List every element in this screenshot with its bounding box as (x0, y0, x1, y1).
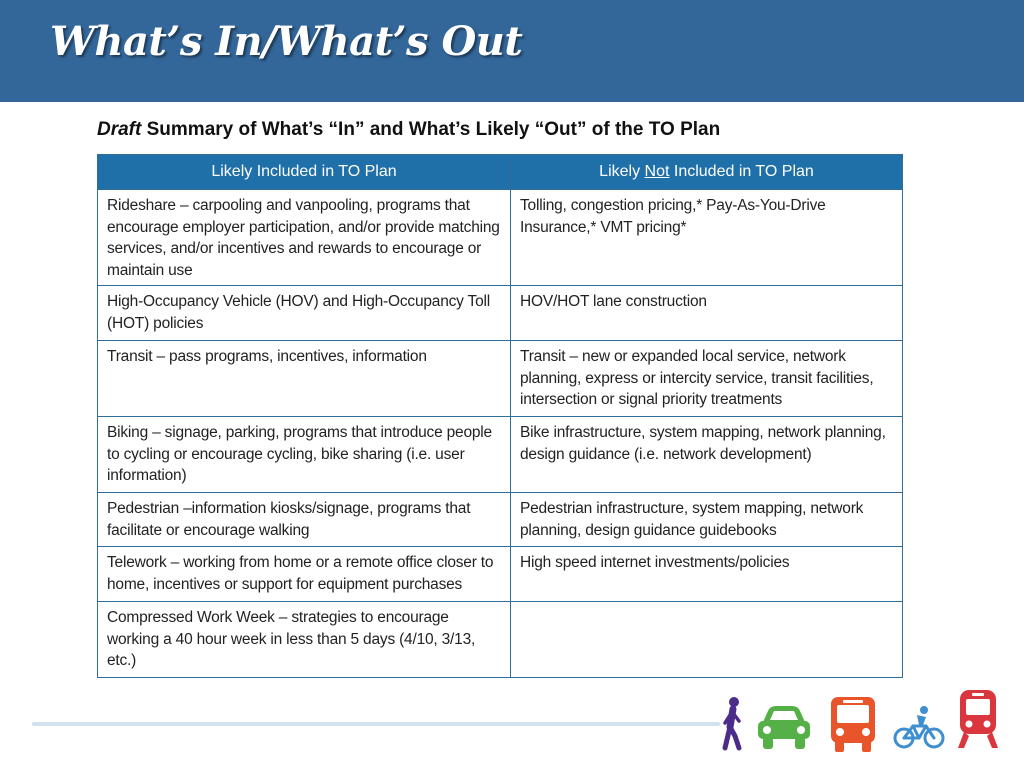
cell-not-included (511, 602, 903, 678)
cell-included: Rideshare – carpooling and vanpooling, programs that encourage employer participation, and/or provide matching services, and/or incentives and rewards to encourage or maintain use (98, 190, 511, 286)
caption-draft-label: Draft (97, 119, 142, 140)
table-row (98, 417, 903, 493)
in-out-table (97, 154, 903, 678)
bicycle-icon (893, 705, 945, 751)
footer-divider (32, 722, 720, 726)
cell-included: High-Occupancy Vehicle (HOV) and High-Occupancy Toll (HOT) policies (98, 286, 511, 341)
table-caption (97, 119, 720, 141)
cell-included: Compressed Work Week – strategies to encourage working a 40 hour week in less than 5 days (4/10, 3/13, etc.) (98, 602, 511, 678)
title-banner (0, 0, 1024, 102)
cell-not-included: Bike infrastructure, system mapping, network planning, design guidance (i.e. network development) (511, 417, 903, 493)
header-included: Likely Included in TO Plan (98, 155, 511, 190)
page-title: What’s In/What’s Out (50, 18, 523, 65)
header-not-included (511, 155, 903, 190)
header-not-pre: Likely (599, 163, 645, 180)
cell-not-included: HOV/HOT lane construction (511, 286, 903, 341)
cell-not-included: High speed internet investments/policies (511, 547, 903, 602)
header-not-emphasis: Not (644, 163, 670, 180)
train-icon (954, 690, 1002, 750)
table-header-row (98, 155, 903, 190)
cell-included: Biking – signage, parking, programs that introduce people to cycling or encourage cycling, bike sharing (i.e. user information) (98, 417, 511, 493)
table-row (98, 602, 903, 678)
cell-included: Telework – working from home or a remote office closer to home, incentives or support for equipment purchases (98, 547, 511, 602)
table-row (98, 286, 903, 341)
cell-included: Pedestrian –information kiosks/signage, programs that facilitate or encourage walking (98, 493, 511, 547)
table-row (98, 493, 903, 547)
caption-text: Summary of What’s “In” and What’s Likely “Out” of the TO Plan (141, 119, 721, 140)
cell-not-included: Tolling, congestion pricing,* Pay-As-You-Drive Insurance,* VMT pricing* (511, 190, 903, 286)
cell-not-included: Pedestrian infrastructure, system mapping, network planning, design guidance guidebooks (511, 493, 903, 547)
table-row (98, 341, 903, 417)
cell-included: Transit – pass programs, incentives, information (98, 341, 511, 417)
cell-not-included: Transit – new or expanded local service, network planning, express or intercity service, transit facilities, intersection or signal priority treatments (511, 341, 903, 417)
pedestrian-icon (718, 696, 748, 752)
table-row (98, 190, 903, 286)
bus-icon (829, 697, 877, 753)
car-icon (756, 705, 812, 751)
header-not-post: Included in TO Plan (669, 163, 814, 180)
table-row (98, 547, 903, 602)
